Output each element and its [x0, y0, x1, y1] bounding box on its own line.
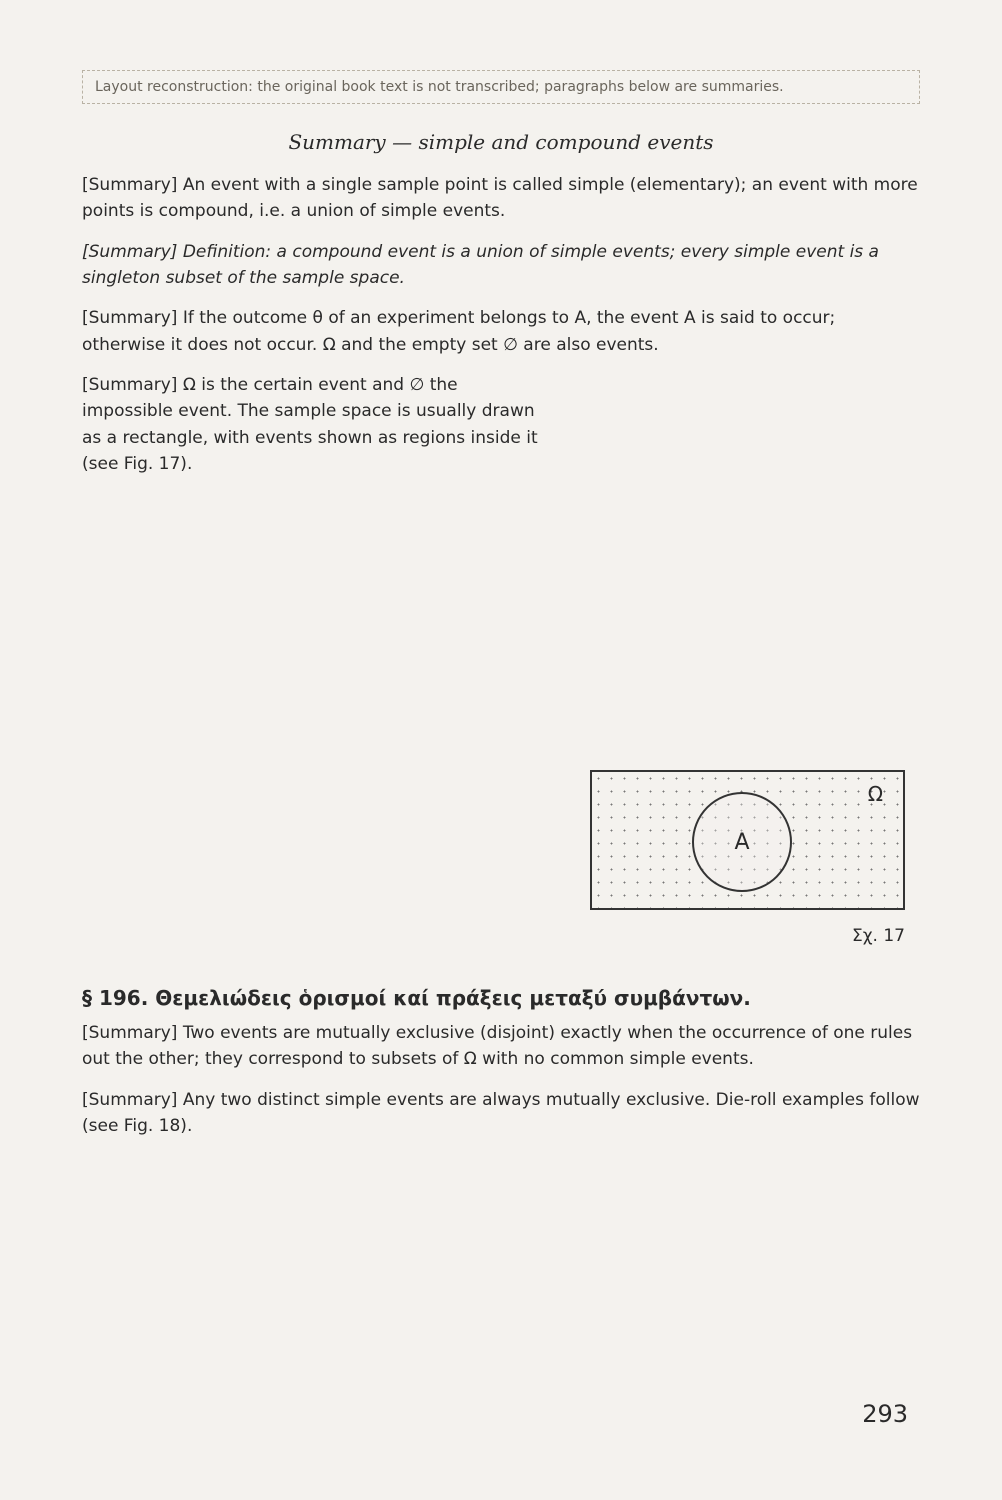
- section-title: § 196. Θεμελιώδεις ὁρισμοί καί πράξεις μεταξύ συμβάντων.: [82, 986, 751, 1010]
- section-196: [82, 960, 920, 1153]
- venn-figure: [590, 770, 905, 946]
- event-circle: [692, 792, 792, 892]
- sample-space-rectangle: [590, 770, 905, 910]
- page-heading: Summary — simple and compound events: [288, 130, 714, 154]
- page-number: 293: [862, 1400, 908, 1428]
- definition-summary: [Summary] Definition: a compound event is a union of simple events; every simple event is a singleton subset of the sample space.: [82, 241, 879, 289]
- summary-paragraph: [Summary] If the outcome θ of an experiment belongs to A, the event A is said to occur; otherwise it does not occur. Ω and the empty set ∅ are also events.: [82, 308, 836, 355]
- event-label: A: [734, 829, 750, 855]
- section-summary: [Summary] Any two distinct simple events are always mutually exclusive. Die-roll examples follow (see Fig. 18).: [82, 1089, 920, 1137]
- figure-caption: Σχ. 17: [851, 926, 905, 946]
- reconstruction-notice: Layout reconstruction: the original book text is not transcribed; paragraphs below are summaries.: [82, 70, 920, 104]
- omega-label: Ω: [867, 782, 883, 806]
- section-summary: [Summary] Two events are mutually exclusive (disjoint) exactly when the occurrence of one rules out the other; they correspond to subsets of Ω with no common simple events.: [82, 1023, 913, 1070]
- summary-paragraph: [Summary] Ω is the certain event and ∅ the impossible event. The sample space is usually drawn as a rectangle, with events shown as regions inside it (see Fig. 17).: [82, 375, 538, 475]
- summary-paragraph: [Summary] An event with a single sample point is called simple (elementary); an event with more points is compound, i.e. a union of simple events.: [82, 175, 918, 222]
